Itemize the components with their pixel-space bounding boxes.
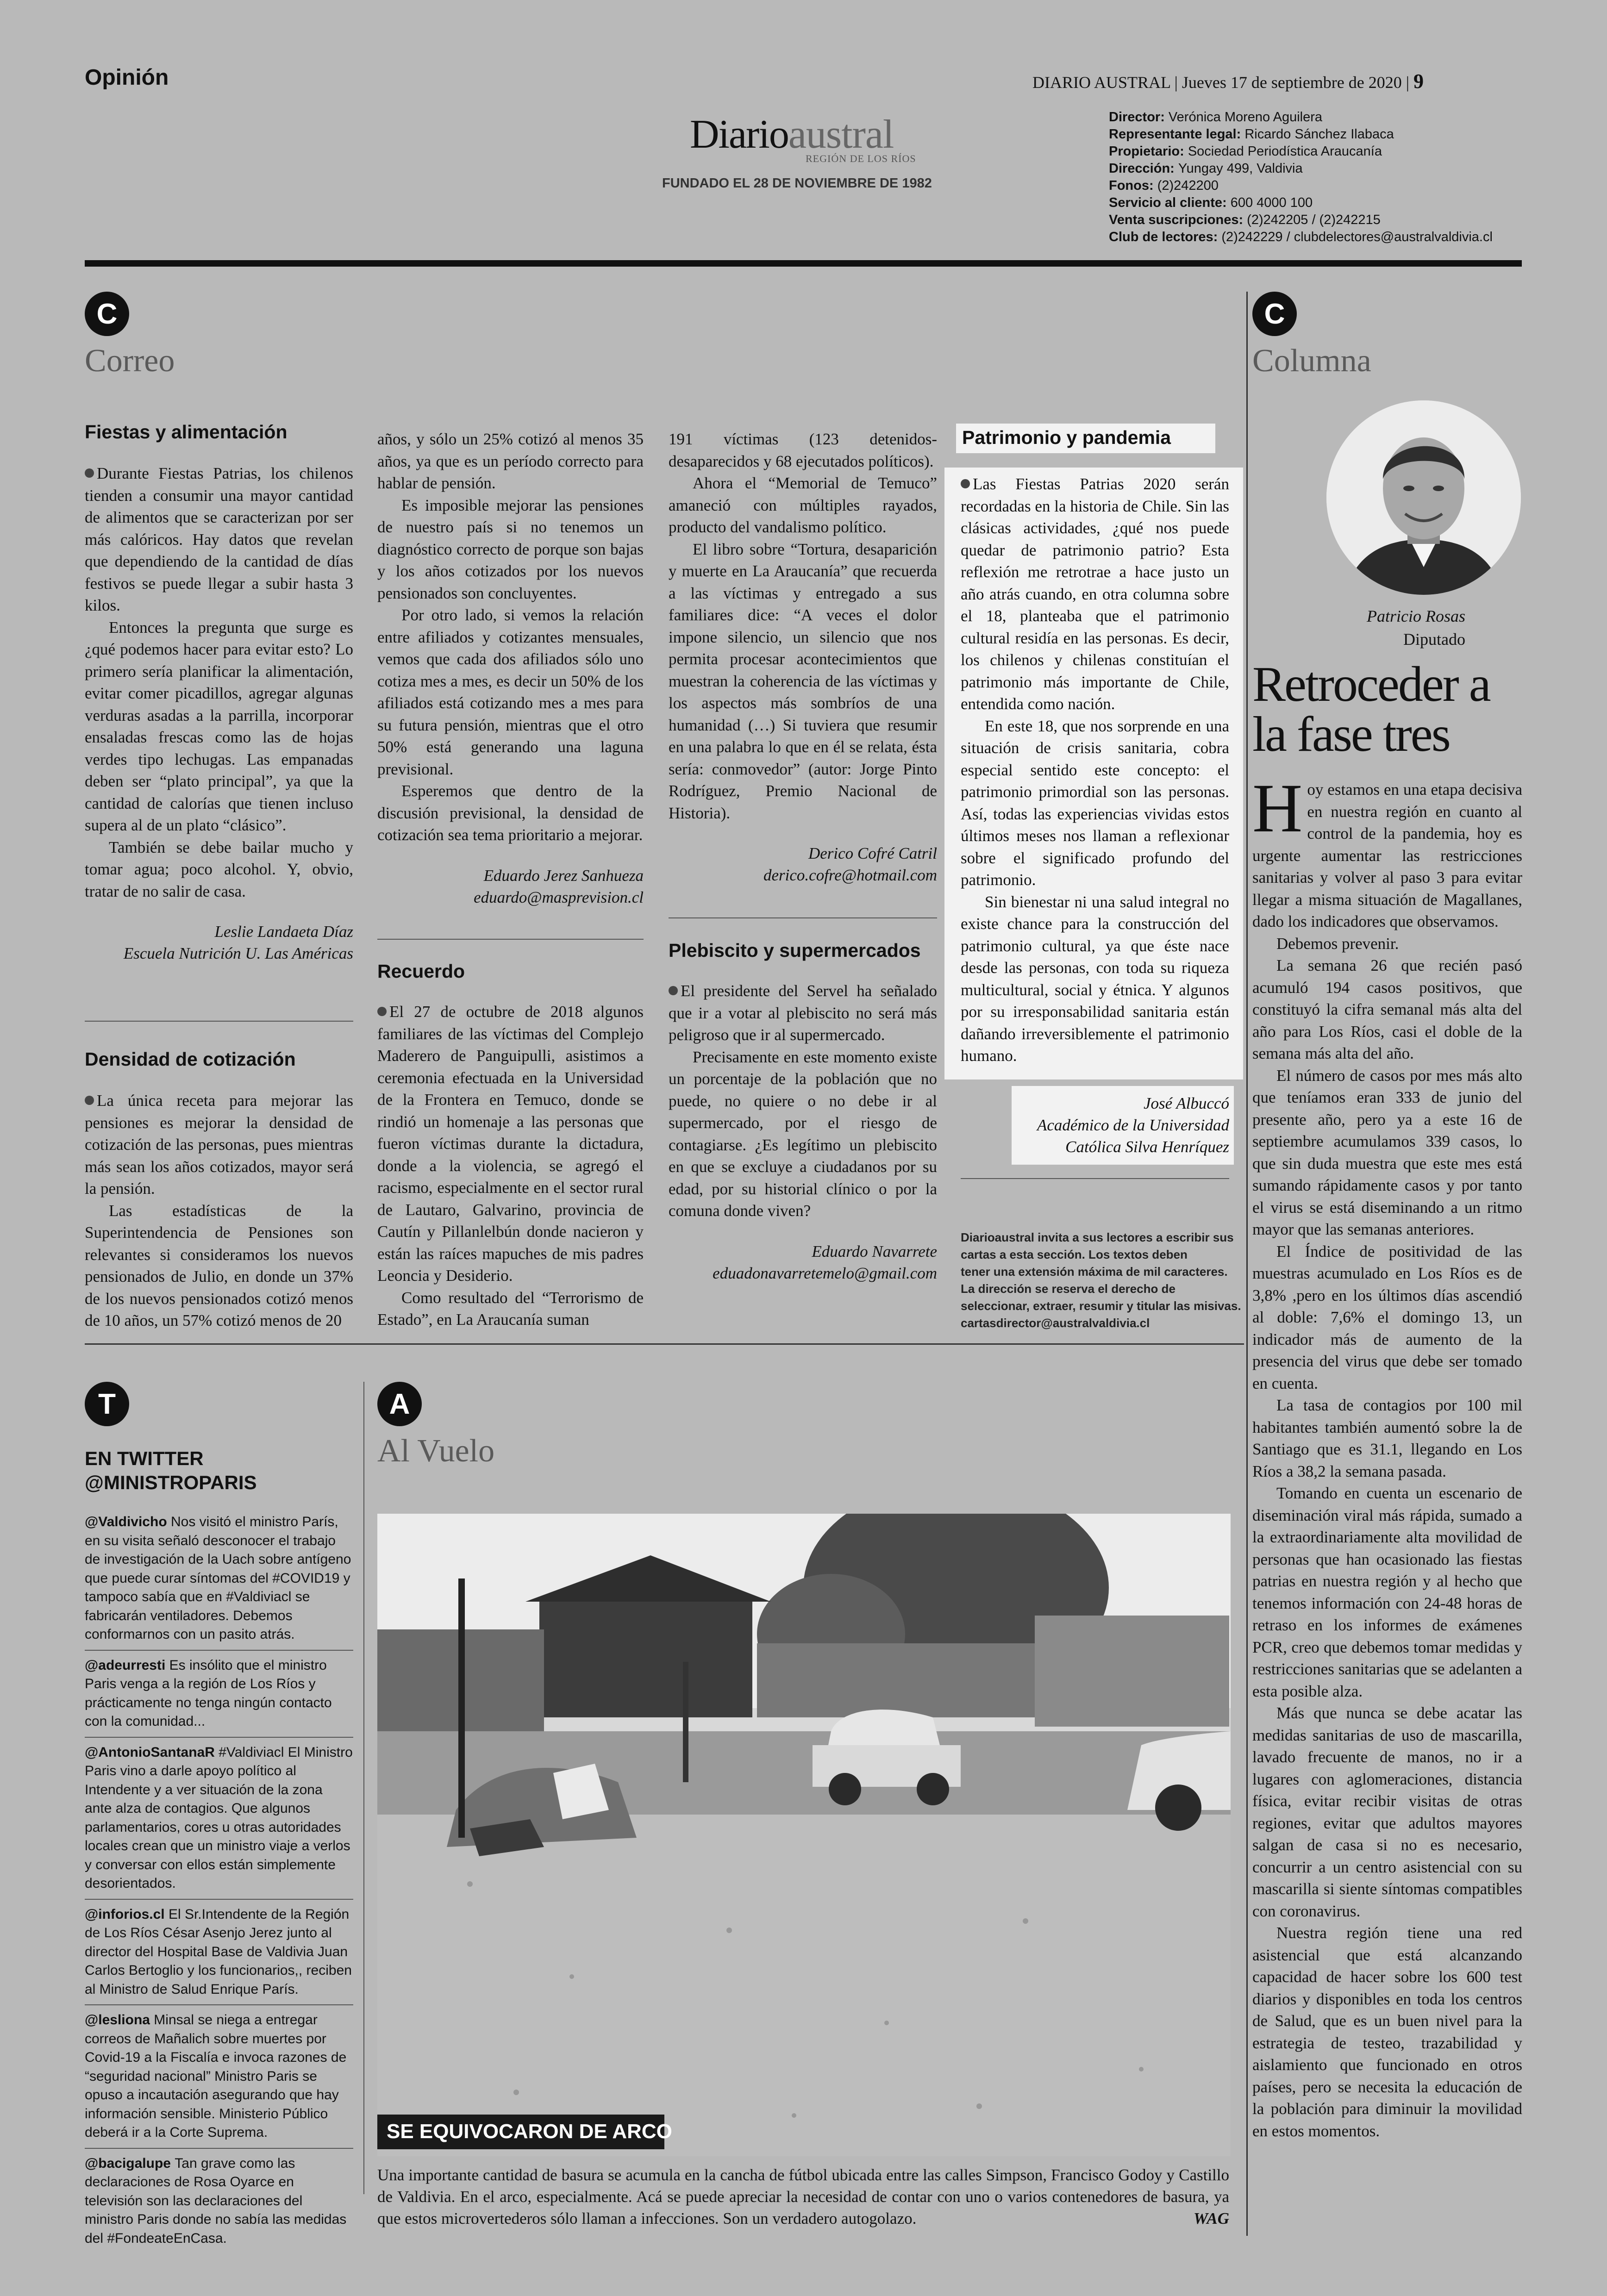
letter-headline: Patrimonio y pandemia bbox=[962, 427, 1171, 448]
letter-para: Durante Fiestas Patrias, los chilenos tienden a consumir una mayor cantidad de alimentos que se caracterizan por ser más calóricos. Hay datos que revelan que dependiendo de la cantidad de días festivos se puede llegar a subir hasta 3 kilos. bbox=[85, 464, 353, 614]
tweet-handle[interactable]: @inforios.cl bbox=[85, 1906, 169, 1922]
letter-densidad-cont bbox=[377, 428, 644, 908]
masthead-key: Dirección: bbox=[1109, 161, 1178, 176]
letter-body bbox=[377, 428, 644, 846]
tweet bbox=[85, 1513, 353, 1651]
masthead-value: Ricardo Sánchez Ilabaca bbox=[1244, 127, 1394, 142]
signature-email: derico.cofre@hotmail.com bbox=[763, 866, 937, 884]
masthead-info bbox=[1109, 109, 1493, 246]
masthead-key: Venta suscripciones: bbox=[1109, 212, 1247, 227]
founded-line: FUNDADO EL 28 DE NOVIEMBRE DE 1982 bbox=[662, 176, 932, 191]
dropcap: H bbox=[1252, 770, 1303, 847]
signature-name: Derico Cofré Catril bbox=[808, 844, 937, 862]
signature-name: Eduardo Navarrete bbox=[812, 1242, 937, 1260]
letter-signature bbox=[669, 842, 937, 886]
letters-notice bbox=[961, 1229, 1241, 1332]
bullet-icon bbox=[961, 479, 970, 488]
tweet-text: El Sr.Intendente de la Región de Los Ríos César Asenjo Jerez junto al director del Hospital Base de Valdivia Juan Carlos Bertoglio y los funcionarios,, reciben al Ministro de Salud Enrique París. bbox=[85, 1906, 352, 1997]
column-para: La semana 26 que recién pasó acumuló 194 casos positivos, que constituyó la cifra semanal más alta del año para Los Ríos, casi el doble de la semana más alta del año. bbox=[1252, 956, 1522, 1062]
logo-accent: austral bbox=[788, 112, 894, 157]
notice-line: Diarioaustral invita a sus lectores a escribir sus bbox=[961, 1230, 1234, 1244]
dateline-text: DIARIO AUSTRAL | Jueves 17 de septiembre de 2020 | bbox=[1032, 73, 1409, 92]
masthead-value: (2)242205 / (2)242215 bbox=[1247, 212, 1381, 227]
signature-email: eduardo@masprevision.cl bbox=[474, 888, 644, 906]
letter-body bbox=[377, 1001, 644, 1331]
bullet-icon bbox=[85, 1096, 94, 1105]
dateline bbox=[1032, 69, 1424, 93]
column-divider bbox=[1246, 292, 1248, 2236]
letter-para: El 27 de octubre de 2018 algunos familiares de las víctimas del Complejo Maderero de Panguipulli, asistimos a ceremonia efectuada en la Universidad de la Frontera en Temuco, donde se rindió un homenaje a las personas que fueron víctimas durante la dictadura, donde a la violencia, se agregó el racismo, especialmente en el sector rural de Lautaro, Galvarino, provincia de Cautín y Pillanlelbún donde nacieron y están las raíces mapuches de mis padres Leoncia y Desiderio. bbox=[377, 1003, 644, 1285]
signature-name: Eduardo Jerez Sanhueza bbox=[483, 866, 644, 885]
bullet-icon bbox=[377, 1007, 387, 1016]
letter-recuerdo bbox=[377, 961, 644, 1331]
tweet-text: Tan grave como las declaraciones de Rosa Oyarce en televisión son las declaraciones del ministro Paris donde no sabía las medidas del #FondeateEnCasa. bbox=[85, 2155, 347, 2246]
tweet-text: Minsal se niega a entregar correos de Mañalich sobre muertes por Covid-19 a la Fiscalía e invoca razones de “seguridad nacional” Ministro Paris se opuso a incautación asegurando que hay información sensible. Ministerio Público deberá ir a la Corte Suprema. bbox=[85, 2012, 347, 2140]
logo-sub: REGIÓN DE LOS RÍOS bbox=[806, 153, 916, 164]
signature-role: Académico de la Universidad bbox=[1037, 1116, 1229, 1134]
masthead-value: Sociedad Periodística Araucanía bbox=[1188, 144, 1382, 159]
letter-signature bbox=[85, 921, 353, 964]
column-para: El número de casos por mes más alto que teníamos eran 333 de junio del presente año, pero ya a este 16 de septiembre acumulamos 339 casos, lo que sin duda muestra que este mes está sumando rápidamente casos y por tanto el virus se está diseminando a un ritmo mayor que las semanas anteriores. bbox=[1252, 1066, 1522, 1238]
photo-caption bbox=[377, 2164, 1229, 2229]
alvuelo-badge: A bbox=[377, 1382, 422, 1426]
photo-label: SE EQUIVOCARON DE ARCO bbox=[387, 2120, 672, 2143]
columna-badge: C bbox=[1252, 292, 1297, 336]
tweet bbox=[85, 1656, 353, 1738]
twitter-badge: T bbox=[85, 1382, 129, 1426]
header-rule bbox=[85, 260, 1522, 267]
masthead-line bbox=[1109, 143, 1493, 160]
tweet-handle[interactable]: @lesliona bbox=[85, 2012, 154, 2028]
letter-body bbox=[669, 980, 937, 1222]
bullet-icon bbox=[85, 468, 94, 478]
masthead-key: Fonos: bbox=[1109, 178, 1157, 193]
masthead-line bbox=[1109, 212, 1493, 229]
section-label: Opinión bbox=[85, 65, 169, 90]
letter-para: La única receta para mejorar las pensiones es mejorar la densidad de cotización de las personas, pues mientras más sean los años cotizados, mayor será la pensión. bbox=[85, 1092, 353, 1198]
signature-role: Católica Silva Henríquez bbox=[1065, 1138, 1229, 1156]
signature-name: José Albuccó bbox=[1144, 1094, 1229, 1112]
notice-line: seleccionar, extraer, resumir y titular las misivas. bbox=[961, 1299, 1241, 1313]
author-role: Diputado bbox=[1403, 630, 1465, 649]
letter-headline: Plebiscito y supermercados bbox=[669, 940, 921, 961]
notice-line: cartas a esta sección. Los textos deben bbox=[961, 1248, 1188, 1261]
letter-para: Por otro lado, si vemos la relación entre afiliados y cotizantes mensuales, vemos que cada dos afiliados sólo uno cotiza mes a mes, es decir un 50% de los afiliados está cotizando mes a mes para su futura pensión, mientras que el otro 50% está generando una laguna previsional. bbox=[377, 606, 644, 778]
masthead-key: Director: bbox=[1109, 110, 1169, 125]
notice-line: La dirección se reserva el derecho de bbox=[961, 1282, 1176, 1296]
letter-densidad bbox=[85, 1048, 353, 1332]
column-para: El Índice de positividad de las muestras acumulado en Los Ríos es de 3,8% ,pero en los últimos días ascendió al doble: 7,6% el domingo 13, un indicador más de aumento de la presencia del virus que debe ser tomado en cuenta. bbox=[1252, 1242, 1522, 1392]
page-number: 9 bbox=[1413, 70, 1424, 93]
notice-line: cartasdirector@australvaldivia.cl bbox=[961, 1316, 1150, 1330]
column-para: Más que nunca se debe acatar las medidas sanitarias de uso de mascarilla, lavado frecuente de manos, no ir a lugares con aglomeraciones, distancia física, evitar recibir visitas de otras regiones, evitar que adultos mayores salgan de casa si no es necesario, concurrir a un centro asistencial con su mascarilla si siente síntomas compatibles con coronavirus. bbox=[1252, 1704, 1522, 1920]
correo-title: Correo bbox=[85, 343, 175, 379]
letter-headline: Recuerdo bbox=[377, 961, 465, 982]
logo-main: Diario bbox=[690, 112, 788, 157]
column-headline: Retroceder a la fase tres bbox=[1252, 657, 1490, 762]
tweet-text: Nos visitó el ministro París, en su visita señaló desconocer el trabajo de investigación de la Uach sobre antígeno que puede curar síntomas del #COVID19 y tampoco sabía que en #Valdiviacl se fabricarán ventiladores. Debemos conformarnos con un pasito atrás. bbox=[85, 1514, 351, 1642]
column-body bbox=[1252, 770, 1522, 2142]
letter-body bbox=[85, 1090, 353, 1332]
masthead-value: Yungay 499, Valdivia bbox=[1178, 161, 1303, 176]
letter-para: 191 víctimas (123 detenidos-desaparecidos y 68 ejecutados políticos). bbox=[669, 430, 937, 470]
tweet bbox=[85, 1743, 353, 1900]
letter-para: Las Fiestas Patrias 2020 serán recordadas en la historia de Chile. Sin las clásicas actividades, ¿qué nos puede quedar de patrimonio patrio? Esta reflexión me retrotrae a hace justo un año atrás cuando, en otra columna sobre el 18, planteaba que el patrimonio cultural residía en las personas. Es decir, los chilenos y chilenas constituían el patrimonio más importante de Chile, entendida como nación. bbox=[961, 475, 1229, 713]
letter-para: Como resultado del “Terrorismo de Estado”, en La Araucanía suman bbox=[377, 1288, 644, 1329]
letter-body bbox=[85, 462, 353, 902]
masthead-key: Representante legal: bbox=[1109, 127, 1245, 142]
letter-para: Ahora el “Memorial de Temuco” amaneció con múltiples rayados, producto del vandalismo político. bbox=[669, 474, 937, 536]
letter-headline: Densidad de cotización bbox=[85, 1048, 296, 1070]
letter-para: El presidente del Servel ha señalado que ir a votar al plebiscito no será más peligroso que ir al supermercado. bbox=[669, 982, 937, 1044]
bullet-icon bbox=[669, 986, 678, 995]
letter-recuerdo-cont bbox=[669, 428, 937, 886]
divider bbox=[669, 917, 937, 918]
tweet bbox=[85, 1905, 353, 2006]
letter-para: Entonces la pregunta que surge es ¿qué podemos hacer para evitar esto? Lo primero sería planificar la alimentación, evitar comer picadillos, agregar algunas verduras asadas a la parrilla, incorporar ensaladas frescas como las de hojas verdes tipo lechugas. Las empanadas deben ser “plato principal”, ya que la cantidad de calorías que tienen incluso supera al de un plato “clásico”. bbox=[85, 618, 353, 834]
masthead-line bbox=[1109, 194, 1493, 212]
letter-para: El libro sobre “Tortura, desaparición y muerte en La Araucanía” que recuerda a las víctimas y entregado a sus familiares dice: “A veces el dolor impone silencio, un silencio que nos permita procesar acontecimientos que muestran la coherencia de las víctimas y los aspectos más sombríos de una humanidad (…) Si tuviera que resumir en una palabra lo que en él se relata, ésta sería: conmovedor” (autor: Jorge Pinto Rodríguez, Premio Nacional de Historia). bbox=[669, 540, 937, 822]
column-para: Debemos prevenir. bbox=[1276, 934, 1399, 953]
twitter-handle-title: @MINISTROPARIS bbox=[85, 1472, 257, 1493]
tweet-text: #Valdiviacl El Ministro Paris vino a darle apoyo político al Intendente y a ver situación de la zona ante alza de contagios. Que algunos parlamentarios, cores u otras autoridades locales crean que un ministro viaje a verlos y conversar con ellos están simplemente desorientados. bbox=[85, 1744, 353, 1891]
divider bbox=[377, 939, 644, 940]
column-para: La tasa de contagios por 100 mil habitantes también aumentó sobre la de Santiago que es 31.1, llegando en Los Ríos a 38,2 la semana pasada. bbox=[1252, 1396, 1522, 1480]
letter-para: años, y sólo un 25% cotizó al menos 35 años, ya que es un período correcto para hablar de pensión. bbox=[377, 430, 644, 492]
signature-email: eduadonavarretemelo@gmail.com bbox=[713, 1264, 937, 1282]
signature-name: Leslie Landaeta Díaz bbox=[214, 923, 353, 941]
masthead-line bbox=[1109, 177, 1493, 194]
divider bbox=[961, 1178, 1229, 1179]
news-photo bbox=[377, 1514, 1231, 2156]
letter-para: En este 18, que nos sorprende en una situación de crisis sanitaria, cobra especial sentido este concepto: el patrimonio primordial son las personas. Así, todas las experiencias vividas estos últimos meses nos llaman a reflexionar sobre el significado profundo del patrimonio. bbox=[961, 717, 1229, 889]
alvuelo-title: Al Vuelo bbox=[377, 1433, 495, 1469]
columna-title: Columna bbox=[1252, 343, 1371, 379]
tweet-text: Es insólito que el ministro Paris venga a la región de Los Ríos y prácticamente no tenga ningún contacto con la comunidad... bbox=[85, 1657, 332, 1729]
letter-headline: Fiestas y alimentación bbox=[85, 421, 288, 443]
letter-para: También se debe bailar mucho y tomar agua; poco alcohol. Y, obvio, tratar de no salir de casa. bbox=[85, 838, 353, 900]
author-photo bbox=[1326, 400, 1521, 595]
tweet-handle[interactable]: @Valdivicho bbox=[85, 1514, 171, 1529]
letter-para: Esperemos que dentro de la discusión previsional, la densidad de cotización sea tema prioritario a mejorar. bbox=[377, 782, 644, 844]
photo-credit: WAG bbox=[1193, 2209, 1229, 2227]
column-para: Tomando en cuenta un escenario de diseminación viral más rápida, sumado a la extraordinariamente alta movilidad de personas que han ocasionado las fiestas patrias en nuestra región y al hecho que tenemos información con 24-48 horas de retraso en los informes de exámenes PCR, creo que debemos tomar medidas y restricciones sanitarias que se adelanten a esta posible alza. bbox=[1252, 1484, 1522, 1700]
masthead-line bbox=[1109, 109, 1493, 126]
letter-para: Las estadísticas de la Superintendencia de Pensiones son relevantes si consideramos los nuevos pensionados de Julio, en donde un 37% de los nuevos pensionados cotizó menos de 10 años, un 57% cotizó menos de 20 bbox=[85, 1201, 353, 1329]
section-rule bbox=[85, 1343, 1244, 1345]
tweet-handle[interactable]: @bacigalupe bbox=[85, 2155, 175, 2171]
logo bbox=[690, 111, 894, 158]
letter-signature bbox=[1005, 1092, 1229, 1158]
masthead-line bbox=[1109, 160, 1493, 177]
letter-body bbox=[669, 428, 937, 824]
letter-para: Sin bienestar ni una salud integral no existe chance para la construcción del patrimonio cultural, ya que éste nace desde las personas, con toda su riqueza multicultural, social y étnica. Y algunos por su irresponsabilidad sanitaria están dañando irreversiblemente el patrimonio humano. bbox=[961, 892, 1229, 1065]
masthead-line bbox=[1109, 126, 1493, 143]
twitter-title bbox=[85, 1447, 257, 1495]
caption-text: Una importante cantidad de basura se acumula en la cancha de fútbol ubicada entre las calles Simpson, Francisco Godoy y Castillo de Valdivia. En el arco, especialmente. Acá se puede apreciar la necesidad de contar con uno o varios contenedores de basura, ya que estos microvertederos sólo llaman a infecciones. Son un verdadero autogolazo. bbox=[377, 2166, 1229, 2227]
letter-plebiscito bbox=[669, 940, 937, 1284]
letter-signature bbox=[669, 1241, 937, 1284]
masthead-value: 600 4000 100 bbox=[1230, 195, 1313, 210]
tweet-handle[interactable]: @AntonioSantanaR bbox=[85, 1744, 219, 1760]
divider bbox=[85, 1021, 353, 1022]
masthead-key: Club de lectores: bbox=[1109, 230, 1222, 244]
correo-badge: C bbox=[85, 292, 129, 336]
masthead-value: (2)242200 bbox=[1157, 178, 1219, 193]
letter-para: Es imposible mejorar las pensiones de nuestro país si no tenemos un diagnóstico correcto de porque son bajas y los años cotizados por los nuevos pensionados son concluyentes. bbox=[377, 496, 644, 602]
tweet-list bbox=[85, 1513, 353, 2259]
tweet-handle[interactable]: @adeurresti bbox=[85, 1657, 169, 1673]
author-name: Patricio Rosas bbox=[1367, 607, 1465, 625]
column-divider bbox=[363, 1382, 364, 2194]
letter-para: Precisamente en este momento existe un porcentaje de la población que no puede, no quiere o no debe ir al supermercado, por el riesgo de contagiarse. ¿Es legítimo un plebiscito en que se excluye a ciudadanos por su edad, por su historial clínico o por la comuna donde viven? bbox=[669, 1048, 937, 1220]
masthead-key: Servicio al cliente: bbox=[1109, 195, 1231, 210]
letter-fiestas bbox=[85, 421, 353, 964]
masthead-key: Propietario: bbox=[1109, 144, 1188, 159]
notice-line: tener una extensión máxima de mil caracteres. bbox=[961, 1265, 1228, 1279]
masthead-line bbox=[1109, 229, 1493, 246]
tweet bbox=[85, 2011, 353, 2149]
tweet bbox=[85, 2154, 353, 2254]
letter-signature bbox=[377, 865, 644, 908]
twitter-title-line: EN TWITTER bbox=[85, 1447, 204, 1469]
masthead-value: (2)242229 / clubdelectores@australvaldivia.cl bbox=[1221, 230, 1493, 244]
column-para: oy estamos en una etapa decisiva en nuestra región en cuanto al control de la pandemia, hoy es urgente aumentar las restricciones sanitarias y volver al paso 3 para evitar llegar a misma situación de Magallanes, dado los indicadores que observamos. bbox=[1252, 780, 1522, 930]
letter-body bbox=[961, 473, 1229, 1067]
masthead-value: Verónica Moreno Aguilera bbox=[1168, 110, 1323, 125]
column-para: Nuestra región tiene una red asistencial que está alcanzando capacidad de hacer sobre los 600 test diarios y disponibles en toda los centros de Salud, que es un buen nivel para la estrategia de testeo, trazabilidad y aislamiento que funcionado en otros países, pero se necesita la educación de la población para diminuir la movilidad en estos momentos. bbox=[1252, 1924, 1522, 2140]
signature-role: Escuela Nutrición U. Las Américas bbox=[123, 944, 353, 962]
